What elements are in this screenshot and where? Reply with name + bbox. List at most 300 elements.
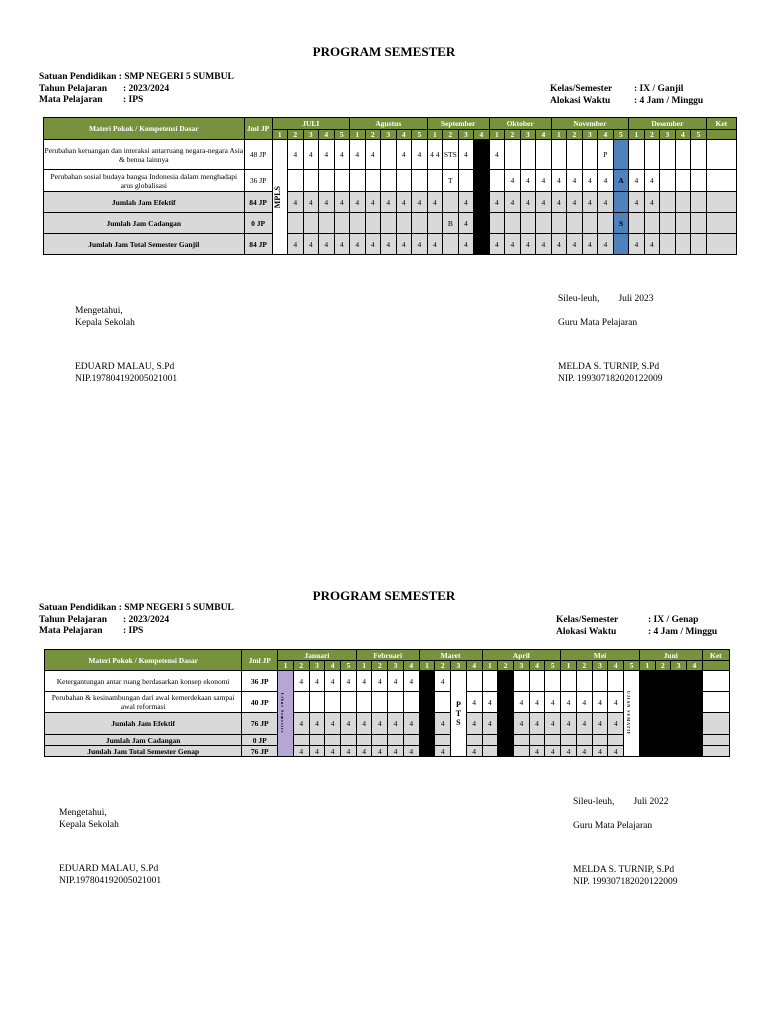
table-cell: 4 — [505, 192, 521, 213]
left-signature-genap: Mengetahui, Kepala Sekolah EDUARD MALAU, S.Pd NIP.197804192005021001 — [59, 808, 162, 886]
materi-cell: Ketergantungan antar ruang berdasarkan konsep ekonomi — [45, 671, 242, 692]
table-cell: 4 — [458, 192, 474, 213]
table-cell — [655, 735, 671, 746]
week-number: 3 — [458, 130, 474, 140]
week-number: 2 — [443, 130, 459, 140]
table-cell — [551, 213, 567, 234]
table-cell: 4 — [576, 746, 592, 757]
table-cell — [671, 692, 687, 713]
materi-cell: Jumlah Jam Efektif — [44, 192, 245, 213]
table-cell: 4 — [582, 192, 598, 213]
table-cell — [513, 671, 529, 692]
table-cell: 4 — [567, 234, 583, 255]
header-jml: Jml JP — [242, 650, 278, 671]
table-cell — [706, 192, 736, 213]
table-cell — [655, 746, 671, 757]
week-number: 2 — [365, 130, 381, 140]
table-cell — [675, 170, 691, 192]
table-cell: 4 — [427, 192, 443, 213]
table-cell: 4 — [629, 234, 645, 255]
table-cell — [691, 140, 707, 170]
week-number: 4 — [319, 130, 335, 140]
table-cell — [691, 213, 707, 234]
table-cell — [567, 213, 583, 234]
table-cell: 4 — [561, 713, 577, 735]
table-cell: 4 — [489, 140, 505, 170]
table-cell — [482, 746, 498, 757]
week-number: 4 — [403, 661, 419, 671]
table-cell — [498, 746, 514, 757]
week-number: 4 — [466, 661, 482, 671]
week-number: 1 — [419, 661, 435, 671]
table-cell — [545, 735, 561, 746]
week-number: 2 — [498, 661, 514, 671]
table-cell: 4 — [536, 192, 552, 213]
materi-cell: Jumlah Jam Cadangan — [44, 213, 245, 234]
table-cell — [702, 661, 729, 671]
table-cell: 4 — [505, 234, 521, 255]
table-cell: 4 — [489, 234, 505, 255]
table-cell — [498, 735, 514, 746]
week-number: 4 — [536, 130, 552, 140]
table-cell: 4 — [334, 192, 350, 213]
table-cell: 4 — [325, 746, 341, 757]
table-cell — [702, 671, 729, 692]
table-cell — [303, 213, 319, 234]
table-cell — [644, 140, 660, 170]
table-cell: 4 — [403, 671, 419, 692]
ujian-sumatif — [624, 671, 640, 757]
week-number: 3 — [592, 661, 608, 671]
week-number: 3 — [660, 130, 676, 140]
month-header: September — [427, 118, 489, 130]
class-label: Kelas/Semester — [550, 84, 613, 94]
table-cell — [660, 192, 676, 213]
week-number: 2 — [435, 661, 451, 671]
table-cell: 4 — [536, 170, 552, 192]
week-number: 2 — [372, 661, 388, 671]
week-number: 3 — [309, 661, 325, 671]
month-header: November — [551, 118, 629, 130]
table-cell — [350, 213, 366, 234]
table-cell — [505, 140, 521, 170]
table-cell — [660, 234, 676, 255]
table-cell — [582, 213, 598, 234]
table-cell: 4 — [356, 746, 372, 757]
table-cell — [675, 140, 691, 170]
table-cell — [520, 213, 536, 234]
page-title-ganjil: PROGRAM SEMESTER — [312, 44, 456, 59]
table-cell: 4 — [435, 671, 451, 692]
table-cell: 4 — [458, 140, 474, 170]
table-cell: 4 — [372, 671, 388, 692]
table-cell: 4 — [325, 713, 341, 735]
table-cell — [498, 713, 514, 735]
libur-text: Libur Semester — [280, 693, 286, 734]
table-cell: 4 — [592, 692, 608, 713]
table-cell: 4 — [545, 713, 561, 735]
table-cell — [706, 170, 736, 192]
week-number: 3 — [381, 130, 397, 140]
table-cell — [613, 140, 629, 170]
table-cell: 4 — [561, 746, 577, 757]
table-cell: 4 — [435, 746, 451, 757]
table-cell: 4 — [520, 234, 536, 255]
pts-letter: S — [456, 718, 461, 727]
table-cell: 4 — [644, 192, 660, 213]
table-cell: 4 — [466, 692, 482, 713]
week-number: 1 — [350, 130, 366, 140]
table-cell — [372, 735, 388, 746]
materi-cell: Perubahan & kesinambungan dari awal kemerdekaan sampai awal reformasi — [45, 692, 242, 713]
week-number: 5 — [613, 130, 629, 140]
table-cell — [381, 213, 397, 234]
table-cell — [613, 234, 629, 255]
table-cell — [613, 192, 629, 213]
table-cell: 4 — [435, 713, 451, 735]
table-cell: 4 — [458, 234, 474, 255]
week-number: 5 — [334, 130, 350, 140]
table-cell: 4 — [629, 170, 645, 192]
table-cell — [388, 735, 404, 746]
week-number: 1 — [482, 661, 498, 671]
table-cell: 4 — [608, 692, 624, 713]
table-cell: 4 — [536, 234, 552, 255]
week-number: 5 — [545, 661, 561, 671]
table-cell — [303, 170, 319, 192]
table-cell — [474, 170, 490, 192]
table-cell: 4 — [350, 140, 366, 170]
month-header: Desember — [629, 118, 707, 130]
week-number: 1 — [272, 130, 288, 140]
table-cell — [545, 671, 561, 692]
table-cell — [419, 671, 435, 692]
week-number: 2 — [293, 661, 309, 671]
table-cell — [403, 692, 419, 713]
table-cell: 4 — [303, 192, 319, 213]
table-cell — [592, 671, 608, 692]
teacher-nip: NIP. 199307182020122009 — [558, 374, 663, 384]
table-cell — [513, 735, 529, 746]
table-cell: 4 — [545, 692, 561, 713]
table-cell — [639, 735, 655, 746]
table-cell — [505, 213, 521, 234]
table-cell: 4 — [319, 192, 335, 213]
table-cell — [482, 671, 498, 692]
week-number: 3 — [671, 661, 687, 671]
table-cell: 4 — [381, 234, 397, 255]
class-info — [550, 84, 703, 107]
week-number: 2 — [567, 130, 583, 140]
table-cell — [381, 170, 397, 192]
table-cell: 4 — [644, 234, 660, 255]
table-cell: 4 — [381, 192, 397, 213]
table-cell — [309, 735, 325, 746]
materi-cell: Perubahan keruangan dan interaksi antarruang negara-negara Asia & benua lainnya — [44, 140, 245, 170]
table-cell — [686, 713, 702, 735]
table-cell: 4 — [482, 713, 498, 735]
class-value: : IX / Ganjil — [634, 84, 684, 94]
table-cell: 4 — [598, 170, 614, 192]
table-cell — [598, 213, 614, 234]
table-cell: 4 — [529, 746, 545, 757]
table-cell: 4 — [598, 192, 614, 213]
table-cell: 4 — [513, 713, 529, 735]
table-cell — [702, 692, 729, 713]
table-cell — [309, 692, 325, 713]
table-cell: 4 — [350, 234, 366, 255]
month-header: Februari — [356, 650, 419, 661]
table-cell — [629, 213, 645, 234]
table-cell — [419, 713, 435, 735]
table-cell: 4 — [567, 170, 583, 192]
time-label: Alokasi Waktu — [550, 95, 611, 106]
jml-cell: 36 JP — [244, 170, 272, 192]
table-cell: 4 — [551, 234, 567, 255]
table-cell: 4 — [629, 192, 645, 213]
week-number: 4 — [686, 661, 702, 671]
header-materi: Materi Pokok / Kompetensi Dasar — [45, 650, 242, 671]
table-cell — [513, 746, 529, 757]
table-cell: 4 — [303, 234, 319, 255]
table-cell: 4 — [365, 234, 381, 255]
school-info — [39, 72, 234, 107]
table-cell: STS — [443, 140, 459, 170]
table-cell — [706, 130, 736, 140]
table-cell — [489, 213, 505, 234]
table-cell — [388, 692, 404, 713]
pts-letter: T — [455, 709, 462, 718]
table-cell: 4 — [513, 692, 529, 713]
table-cell — [356, 692, 372, 713]
table-cell — [706, 140, 736, 170]
table-cell: 4 — [388, 713, 404, 735]
table-cell — [671, 671, 687, 692]
materi-cell: Jumlah Jam Total Semester Ganjil — [44, 234, 245, 255]
jml-cell: 76 JP — [242, 746, 278, 757]
materi-cell: Jumlah Jam Cadangan — [45, 735, 242, 746]
table-cell — [325, 692, 341, 713]
jml-cell: 48 JP — [244, 140, 272, 170]
week-number: 3 — [451, 661, 467, 671]
table-cell: 4 — [309, 746, 325, 757]
pts-label — [451, 671, 467, 757]
mpls-text: MPLS — [272, 185, 282, 209]
class-info-2: Kelas/Semester : IX / Genap Alokasi Waktu : 4 Jam / Minggu — [556, 615, 718, 637]
table-cell: 4 — [644, 170, 660, 192]
week-number: 5 — [691, 130, 707, 140]
table-cell: 4 — [293, 713, 309, 735]
week-number: 4 — [675, 130, 691, 140]
materi-cell: Jumlah Jam Efektif — [45, 713, 242, 735]
table-cell — [466, 671, 482, 692]
table-cell: 4 — [489, 192, 505, 213]
right-signature-genap: Sileu-leuh, Juli 2022 Guru Mata Pelajaran MELDA S. TURNIP, S.Pd NIP. 199307182020122009 — [573, 797, 678, 887]
table-cell: 4 — [356, 671, 372, 692]
mpls-label — [272, 140, 288, 255]
table-cell: 4 — [396, 140, 412, 170]
left-signature-ganjil: Mengetahui, Kepala Sekolah EDUARD MALAU, S.Pd NIP.197804192005021001 — [75, 306, 178, 384]
table-cell — [660, 140, 676, 170]
year-value: : 2023/2024 — [123, 83, 170, 94]
table-cell: 4 4 — [427, 140, 443, 170]
table-cell: 4 — [396, 192, 412, 213]
table-cell: 4 — [520, 170, 536, 192]
table-cell — [293, 735, 309, 746]
header-materi: Materi Pokok / Kompetensi Dasar — [44, 118, 245, 140]
header-ket: Ket — [706, 118, 736, 130]
week-number: 2 — [644, 130, 660, 140]
table-cell: 4 — [365, 140, 381, 170]
table-cell: 4 — [319, 234, 335, 255]
table-cell: 4 — [372, 746, 388, 757]
table-cell — [474, 234, 490, 255]
table-cell: 4 — [412, 234, 428, 255]
materi-cell: Jumlah Jam Total Semester Genap — [45, 746, 242, 757]
page-title-genap: PROGRAM SEMESTER — [312, 588, 456, 603]
table-cell: 4 — [319, 140, 335, 170]
table-cell — [536, 140, 552, 170]
week-number: 1 — [489, 130, 505, 140]
table-cell — [325, 735, 341, 746]
table-cell — [365, 213, 381, 234]
table-cell — [576, 735, 592, 746]
table-cell — [686, 692, 702, 713]
table-cell — [396, 213, 412, 234]
table-cell: 4 — [356, 713, 372, 735]
table-cell — [561, 671, 577, 692]
table-cell — [567, 140, 583, 170]
table-cell: 4 — [341, 713, 357, 735]
table-cell — [551, 140, 567, 170]
table-cell — [529, 735, 545, 746]
jml-cell: 76 JP — [242, 713, 278, 735]
table-cell: 4 — [365, 192, 381, 213]
table-cell: 4 — [561, 692, 577, 713]
table-cell — [396, 170, 412, 192]
table-cell — [427, 170, 443, 192]
table-cell — [608, 735, 624, 746]
table-cell — [489, 170, 505, 192]
month-header: Januari — [278, 650, 357, 661]
table-cell: 4 — [288, 192, 304, 213]
table-cell — [341, 692, 357, 713]
jml-cell: 0 JP — [244, 213, 272, 234]
table-cell — [350, 170, 366, 192]
table-cell: 4 — [412, 192, 428, 213]
week-number: 5 — [624, 661, 640, 671]
table-cell: 4 — [551, 170, 567, 192]
week-number: 2 — [288, 130, 304, 140]
week-number: 3 — [388, 661, 404, 671]
table-cell — [365, 170, 381, 192]
week-number: 1 — [551, 130, 567, 140]
week-number: 4 — [529, 661, 545, 671]
week-number: 1 — [639, 661, 655, 671]
table-cell — [435, 692, 451, 713]
table-cell: 4 — [288, 234, 304, 255]
table-cell — [691, 192, 707, 213]
month-header: JULI — [272, 118, 350, 130]
table-cell — [671, 713, 687, 735]
jml-cell: 40 JP — [242, 692, 278, 713]
jml-cell: 84 JP — [244, 234, 272, 255]
table-cell: 4 — [466, 713, 482, 735]
table-cell: 4 — [334, 140, 350, 170]
table-cell — [419, 735, 435, 746]
table-cell: 4 — [412, 140, 428, 170]
table-cell: 4 — [582, 170, 598, 192]
school-info-2: Satuan Pendidikan : SMP NEGERI 5 SUMBUL Tahun Pelajaran : 2023/2024 Mata Pelajaran : IPS — [39, 603, 234, 636]
week-number: 4 — [325, 661, 341, 671]
table-cell — [671, 746, 687, 757]
pts-letter: P — [455, 700, 461, 709]
table-cell: 4 — [582, 234, 598, 255]
table-cell: B — [443, 213, 459, 234]
jml-cell: 36 JP — [242, 671, 278, 692]
table-cell — [639, 713, 655, 735]
subject-value: : IPS — [123, 95, 144, 105]
month-header: April — [482, 650, 561, 661]
table-cell — [629, 140, 645, 170]
table-cell — [474, 140, 490, 170]
week-number: 3 — [303, 130, 319, 140]
table-cell — [319, 170, 335, 192]
table-cell — [466, 735, 482, 746]
table-cell: 4 — [529, 692, 545, 713]
table-cell: 4 — [567, 192, 583, 213]
table-cell: 4 — [388, 746, 404, 757]
table-cell: 4 — [325, 671, 341, 692]
table-cell — [341, 735, 357, 746]
table-cell — [356, 735, 372, 746]
table-cell — [702, 713, 729, 735]
table-cell: 4 — [288, 140, 304, 170]
table-cell: 4 — [372, 713, 388, 735]
table-cell — [288, 170, 304, 192]
table-cell — [498, 671, 514, 692]
materi-cell: Perubahan sosial budaya bangsa Indonesia dalam menghadapi arus globalisasi — [44, 170, 245, 192]
table-cell — [639, 692, 655, 713]
table-cell — [592, 735, 608, 746]
table-cell: 4 — [551, 192, 567, 213]
table-cell — [403, 735, 419, 746]
schedule-table-genap — [44, 649, 730, 757]
table-cell: 4 — [466, 746, 482, 757]
table-cell — [412, 170, 428, 192]
table-cell — [660, 213, 676, 234]
table-cell — [536, 213, 552, 234]
table-cell — [706, 234, 736, 255]
ujian-text: UJIAN SUMATIF — [626, 691, 632, 736]
table-cell: 4 — [293, 671, 309, 692]
table-cell — [319, 213, 335, 234]
week-number: 2 — [655, 661, 671, 671]
school-name: Satuan Pendidikan : SMP NEGERI 5 SUMBUL — [39, 72, 234, 82]
table-cell: 4 — [592, 746, 608, 757]
table-cell — [443, 192, 459, 213]
table-cell — [412, 213, 428, 234]
month-header: Agustus — [350, 118, 428, 130]
jml-cell: 0 JP — [242, 735, 278, 746]
table-cell: 4 — [334, 234, 350, 255]
table-cell: S — [613, 213, 629, 234]
week-number: 3 — [582, 130, 598, 140]
table-cell — [675, 213, 691, 234]
month-header: Oktober — [489, 118, 551, 130]
table-cell: 4 — [403, 713, 419, 735]
week-number: 1 — [561, 661, 577, 671]
